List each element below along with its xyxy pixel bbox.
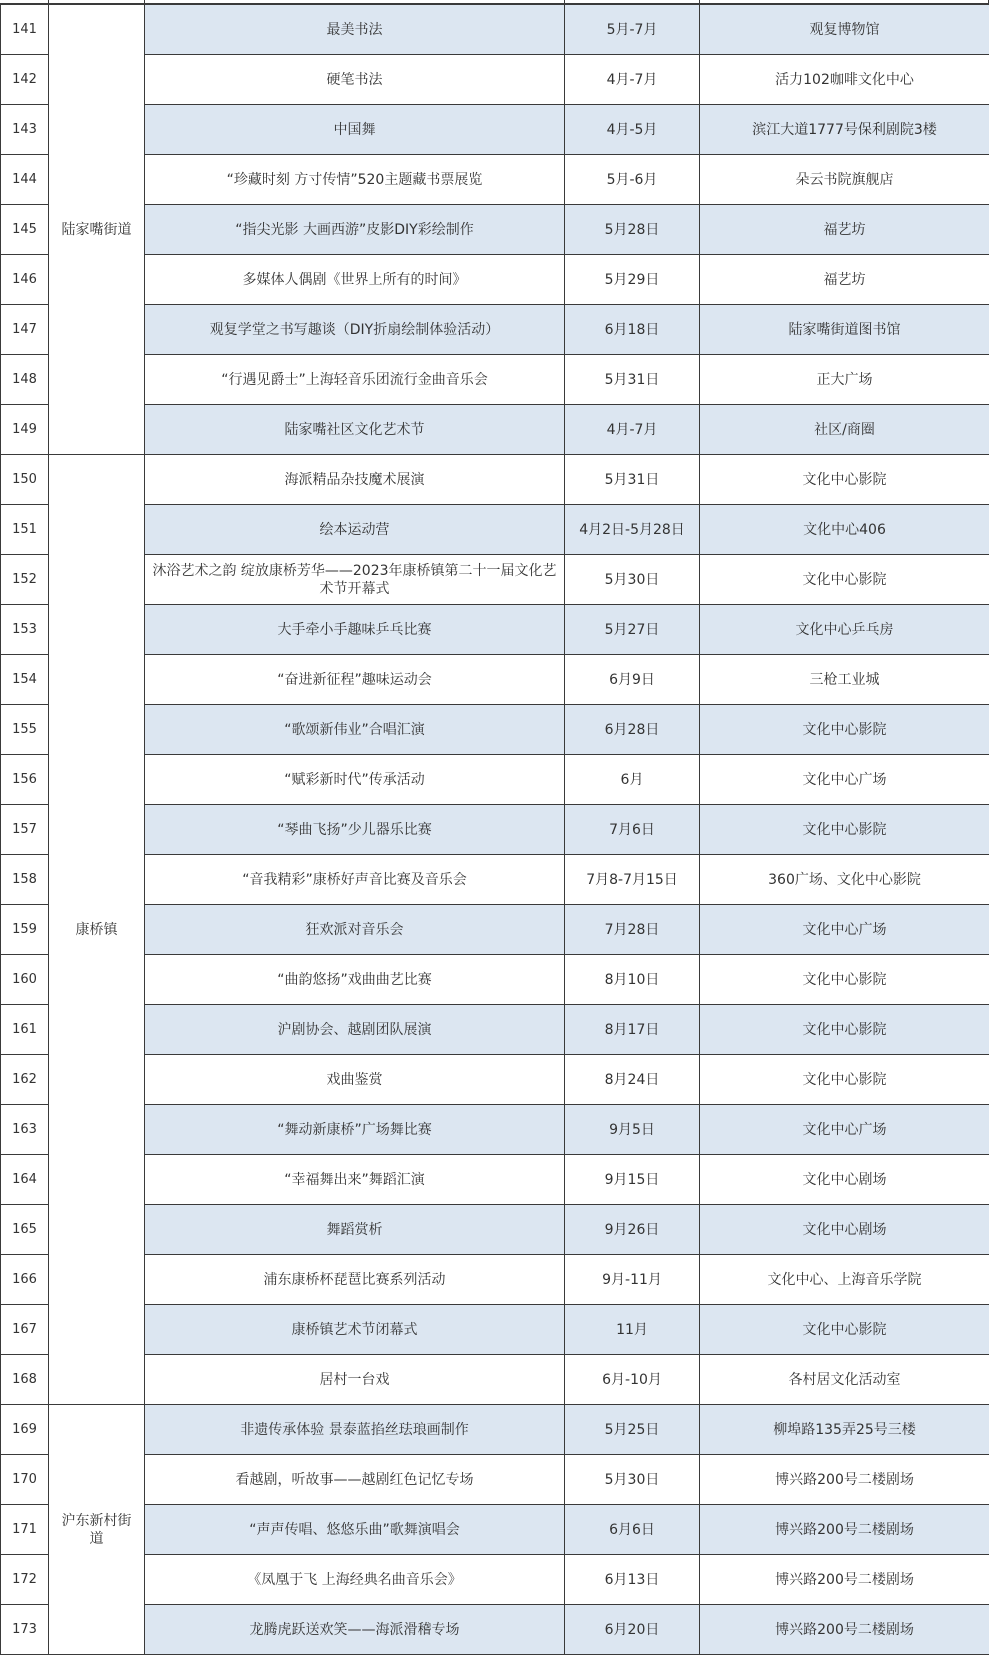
activity-date-cell: 5月29日 [565,255,700,305]
activity-date-cell: 8月10日 [565,955,700,1005]
activity-place-cell: 360广场、文化中心影院 [700,855,989,905]
activity-date-cell: 6月13日 [565,1555,700,1605]
row-number-cell: 143 [1,105,49,155]
table-row [1,55,989,105]
table-row [1,755,989,805]
table-row [1,1405,989,1455]
table-row [1,555,989,605]
row-number-cell: 162 [1,1055,49,1105]
table-row [1,1305,989,1355]
row-number-cell: 172 [1,1555,49,1605]
activity-date-cell: 5月30日 [565,555,700,605]
activity-name-cell: 观复学堂之书写趣谈（DIY折扇绘制体验活动） [145,305,565,355]
activity-place-cell: 观复博物馆 [700,5,989,55]
table-row [1,355,989,405]
activity-date-cell: 7月6日 [565,805,700,855]
activity-name-cell: 居村一台戏 [145,1355,565,1405]
activity-name-cell: “声声传唱、悠悠乐曲”歌舞演唱会 [145,1505,565,1555]
activity-date-cell: 6月 [565,755,700,805]
activity-name-cell: 浦东康桥杯琵琶比赛系列活动 [145,1255,565,1305]
activity-place-cell: 文化中心影院 [700,1055,989,1105]
table-row [1,805,989,855]
table-row [1,1355,989,1405]
activity-place-cell: 朵云书院旗舰店 [700,155,989,205]
table-row [1,305,989,355]
activity-date-cell: 8月17日 [565,1005,700,1055]
activity-name-cell: “幸福舞出来”舞蹈汇演 [145,1155,565,1205]
activity-place-cell: 正大广场 [700,355,989,405]
activity-place-cell: 博兴路200号二楼剧场 [700,1455,989,1505]
activity-place-cell: 文化中心影院 [700,555,989,605]
activity-date-cell: 5月31日 [565,355,700,405]
row-number-cell: 151 [1,505,49,555]
activity-name-cell: 舞蹈赏析 [145,1205,565,1255]
activity-date-cell: 9月26日 [565,1205,700,1255]
row-number-cell: 145 [1,205,49,255]
activity-place-cell: 博兴路200号二楼剧场 [700,1555,989,1605]
activity-date-cell: 5月-6月 [565,155,700,205]
table-row [1,1005,989,1055]
row-number-cell: 155 [1,705,49,755]
row-number-cell: 148 [1,355,49,405]
activity-name-cell: 硬笔书法 [145,55,565,105]
activity-table-body [1,5,989,1655]
activity-place-cell: 文化中心影院 [700,1005,989,1055]
activity-date-cell: 6月28日 [565,705,700,755]
activity-name-cell: 《凤凰于飞 上海经典名曲音乐会》 [145,1555,565,1605]
activity-date-cell: 6月-10月 [565,1355,700,1405]
activity-place-cell: 文化中心广场 [700,905,989,955]
activity-name-cell: 看越剧，听故事——越剧红色记忆专场 [145,1455,565,1505]
table-row [1,1455,989,1505]
activity-name-cell: “赋彩新时代”传承活动 [145,755,565,805]
row-number-cell: 173 [1,1605,49,1655]
table-row [1,455,989,505]
table-row [1,505,989,555]
activity-place-cell: 文化中心剧场 [700,1205,989,1255]
row-number-cell: 163 [1,1105,49,1155]
table-row [1,205,989,255]
table-row [1,255,989,305]
row-number-cell: 141 [1,5,49,55]
row-number-cell: 161 [1,1005,49,1055]
row-number-cell: 152 [1,555,49,605]
activity-place-cell: 福艺坊 [700,205,989,255]
row-number-cell: 167 [1,1305,49,1355]
activity-date-cell: 9月15日 [565,1155,700,1205]
activity-table [0,4,989,1655]
activity-date-cell: 4月2日-5月28日 [565,505,700,555]
activity-date-cell: 5月-7月 [565,5,700,55]
activity-name-cell: 狂欢派对音乐会 [145,905,565,955]
activity-place-cell: 文化中心、上海音乐学院 [700,1255,989,1305]
table-row [1,705,989,755]
activity-date-cell: 6月6日 [565,1505,700,1555]
activity-place-cell: 滨江大道1777号保利剧院3楼 [700,105,989,155]
activity-name-cell: 陆家嘴社区文化艺术节 [145,405,565,455]
activity-date-cell: 8月24日 [565,1055,700,1105]
activity-name-cell: “歌颂新伟业”合唱汇演 [145,705,565,755]
activity-name-cell: 最美书法 [145,5,565,55]
activity-name-cell: 多媒体人偶剧《世界上所有的时间》 [145,255,565,305]
activity-name-cell: “行遇见爵士”上海轻音乐团流行金曲音乐会 [145,355,565,405]
table-row [1,605,989,655]
activity-place-cell: 文化中心影院 [700,805,989,855]
activity-date-cell: 5月30日 [565,1455,700,1505]
table-row [1,5,989,55]
activity-place-cell: 活力102咖啡文化中心 [700,55,989,105]
activity-name-cell: 沪剧协会、越剧团队展演 [145,1005,565,1055]
activity-place-cell: 文化中心广场 [700,1105,989,1155]
activity-date-cell: 6月18日 [565,305,700,355]
activity-place-cell: 文化中心影院 [700,455,989,505]
activity-date-cell: 6月9日 [565,655,700,705]
row-number-cell: 149 [1,405,49,455]
activity-date-cell: 4月-5月 [565,105,700,155]
activity-name-cell: 龙腾虎跃送欢笑——海派滑稽专场 [145,1605,565,1655]
activity-name-cell: “琴曲飞扬”少儿器乐比赛 [145,805,565,855]
activity-name-cell: 中国舞 [145,105,565,155]
row-number-cell: 158 [1,855,49,905]
table-row [1,105,989,155]
activity-date-cell: 9月-11月 [565,1255,700,1305]
activity-name-cell: “指尖光影 大画西游”皮影DIY彩绘制作 [145,205,565,255]
activity-place-cell: 福艺坊 [700,255,989,305]
row-number-cell: 169 [1,1405,49,1455]
street-cell: 陆家嘴街道 [49,5,145,455]
activity-place-cell: 博兴路200号二楼剧场 [700,1605,989,1655]
activity-date-cell: 9月5日 [565,1105,700,1155]
activity-place-cell: 文化中心406 [700,505,989,555]
activity-place-cell: 社区/商圈 [700,405,989,455]
table-row [1,1205,989,1255]
table-row [1,1605,989,1655]
row-number-cell: 159 [1,905,49,955]
row-number-cell: 166 [1,1255,49,1305]
table-row [1,655,989,705]
activity-name-cell: “舞动新康桥”广场舞比赛 [145,1105,565,1155]
row-number-cell: 171 [1,1505,49,1555]
row-number-cell: 156 [1,755,49,805]
table-row [1,1155,989,1205]
activity-date-cell: 6月20日 [565,1605,700,1655]
table-row [1,1555,989,1605]
table-row [1,1055,989,1105]
row-number-cell: 154 [1,655,49,705]
activity-date-cell: 4月-7月 [565,405,700,455]
table-row [1,1255,989,1305]
activity-date-cell: 5月25日 [565,1405,700,1455]
activity-name-cell: “珍藏时刻 方寸传情”520主题藏书票展览 [145,155,565,205]
row-number-cell: 142 [1,55,49,105]
row-number-cell: 164 [1,1155,49,1205]
table-row [1,405,989,455]
activity-place-cell: 文化中心广场 [700,755,989,805]
activity-place-cell: 三枪工业城 [700,655,989,705]
activity-name-cell: 绘本运动营 [145,505,565,555]
table-row [1,855,989,905]
row-number-cell: 146 [1,255,49,305]
table-row [1,955,989,1005]
activity-name-cell: 沐浴艺术之韵 绽放康桥芳华——2023年康桥镇第二十一届文化艺术节开幕式 [145,555,565,605]
activity-name-cell: 康桥镇艺术节闭幕式 [145,1305,565,1355]
activity-date-cell: 4月-7月 [565,55,700,105]
street-cell: 沪东新村街道 [49,1405,145,1655]
row-number-cell: 147 [1,305,49,355]
activity-name-cell: 海派精品杂技魔术展演 [145,455,565,505]
row-number-cell: 168 [1,1355,49,1405]
activity-date-cell: 11月 [565,1305,700,1355]
activity-place-cell: 各村居文化活动室 [700,1355,989,1405]
row-number-cell: 165 [1,1205,49,1255]
row-number-cell: 160 [1,955,49,1005]
table-row [1,155,989,205]
table-row [1,1505,989,1555]
row-number-cell: 150 [1,455,49,505]
activity-name-cell: 非遗传承体验 景泰蓝掐丝珐琅画制作 [145,1405,565,1455]
activity-place-cell: 文化中心影院 [700,1305,989,1355]
row-number-cell: 144 [1,155,49,205]
activity-date-cell: 7月8-7月15日 [565,855,700,905]
table-row [1,905,989,955]
activity-place-cell: 博兴路200号二楼剧场 [700,1505,989,1555]
activity-place-cell: 文化中心影院 [700,705,989,755]
row-number-cell: 153 [1,605,49,655]
row-number-cell: 170 [1,1455,49,1505]
activity-date-cell: 5月27日 [565,605,700,655]
activity-date-cell: 7月28日 [565,905,700,955]
activity-name-cell: 大手牵小手趣味乒乓比赛 [145,605,565,655]
activity-place-cell: 陆家嘴街道图书馆 [700,305,989,355]
activity-name-cell: “音我精彩”康桥好声音比赛及音乐会 [145,855,565,905]
activity-place-cell: 文化中心影院 [700,955,989,1005]
activity-place-cell: 文化中心剧场 [700,1155,989,1205]
activity-date-cell: 5月31日 [565,455,700,505]
street-cell: 康桥镇 [49,455,145,1405]
row-number-cell: 157 [1,805,49,855]
activity-name-cell: “曲韵悠扬”戏曲曲艺比赛 [145,955,565,1005]
activity-place-cell: 柳埠路135弄25号三楼 [700,1405,989,1455]
activity-name-cell: 戏曲鉴赏 [145,1055,565,1105]
activity-name-cell: “奋进新征程”趣味运动会 [145,655,565,705]
activity-date-cell: 5月28日 [565,205,700,255]
activity-place-cell: 文化中心乒乓房 [700,605,989,655]
table-row [1,1105,989,1155]
